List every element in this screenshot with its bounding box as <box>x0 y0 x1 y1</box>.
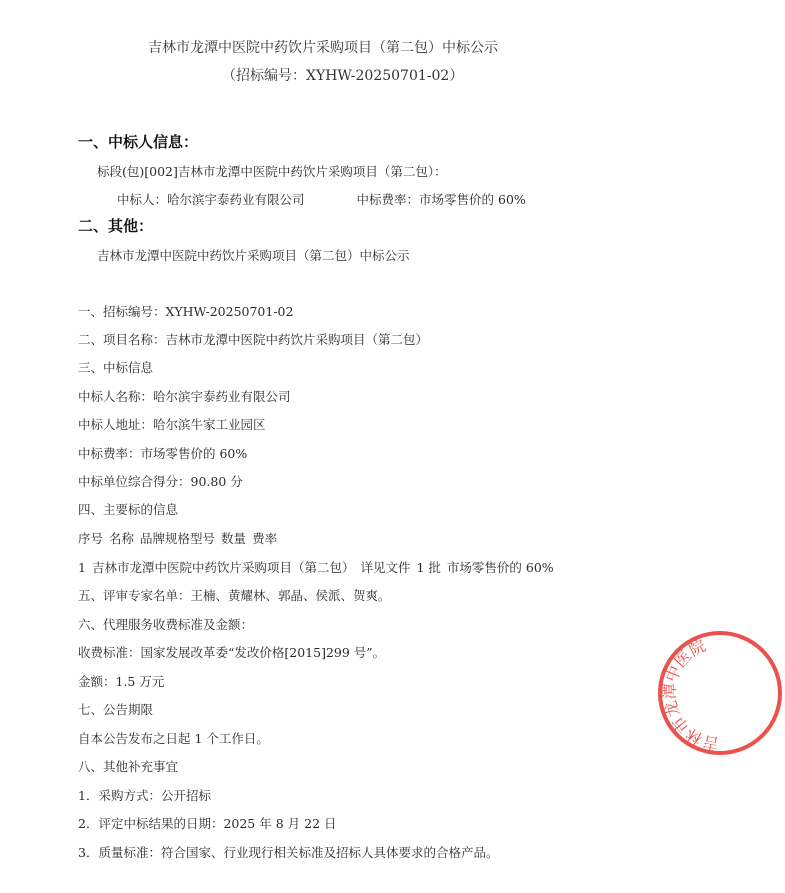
cell-no: 1 <box>78 560 86 575</box>
item-fee-standard: 收费标准：国家发展改革委“发改价格[2015]299 号”。 <box>78 645 386 660</box>
item-other-heading: 八、其他补充事宜 <box>78 759 179 774</box>
item-expert-list: 五、评审专家名单：王楠、黄耀林、郭晶、侯派、贺爽。 <box>78 588 391 603</box>
item-fee-amount: 金额：1.5 万元 <box>78 674 165 689</box>
table-row <box>78 560 554 576</box>
winner-rate-line <box>117 192 526 208</box>
lot-line: 标段(包)[002]吉林市龙潭中医院中药饮片采购项目（第二包）： <box>97 164 447 179</box>
section-heading-other: 二、其他： <box>78 217 154 235</box>
item-winning-info-heading: 三、中标信息 <box>78 360 154 375</box>
item-period-heading: 七、公告期限 <box>78 702 154 717</box>
item-quality-standard: 3．质量标准：符合国家、行业现行相关标准及招标人具体要求的合格产品。 <box>78 845 499 860</box>
item-fee-heading: 六、代理服务收费标准及金额： <box>78 617 254 632</box>
cell-name: 吉林市龙潭中医院中药饮片采购项目（第二包） <box>91 560 355 575</box>
item-tender-number: 一、招标编号：XYHW-20250701-02 <box>78 304 294 319</box>
svg-text:吉林市龙潭中医院 <box>660 636 721 754</box>
winner-label: 中标人：哈尔滨宇泰药业有限公司 <box>117 192 305 207</box>
col-spec: 品牌规格型号 <box>140 531 216 546</box>
document-title: 吉林市龙潭中医院中药饮片采购项目（第二包）中标公示 <box>148 40 498 56</box>
col-no: 序号 <box>78 531 104 546</box>
item-main-subject-heading: 四、主要标的信息 <box>78 502 179 517</box>
item-award-date: 2．评定中标结果的日期：2025 年 8 月 22 日 <box>78 816 337 831</box>
tender-number-subtitle: （招标编号：XYHW-20250701-02） <box>222 68 464 84</box>
table-header <box>78 531 277 547</box>
item-project-name: 二、项目名称：吉林市龙潭中医院中药饮片采购项目（第二包） <box>78 332 429 347</box>
cell-qty: 1 批 <box>416 560 441 575</box>
notice-title: 吉林市龙潭中医院中药饮片采购项目（第二包）中标公示 <box>97 248 410 263</box>
col-name: 名称 <box>109 531 135 546</box>
item-procurement-method: 1．采购方式：公开招标 <box>78 788 211 803</box>
item-score: 中标单位综合得分：90.80 分 <box>78 474 243 489</box>
item-winning-rate: 中标费率：市场零售价的 60% <box>78 446 248 461</box>
cell-spec: 详见文件 <box>360 560 411 575</box>
seal-text: 吉林市龙潭中医院 <box>659 635 721 754</box>
cell-rate: 市场零售价的 60% <box>446 560 554 575</box>
col-qty: 数量 <box>221 531 247 546</box>
official-seal-stamp <box>655 628 785 758</box>
col-rate: 费率 <box>252 531 278 546</box>
item-winner-address: 中标人地址：哈尔滨牛家工业园区 <box>78 417 266 432</box>
rate-label: 中标费率：市场零售价的 60% <box>356 192 526 207</box>
item-winner-name: 中标人名称：哈尔滨宇泰药业有限公司 <box>78 389 291 404</box>
item-period: 自本公告发布之日起 1 个工作日。 <box>78 731 269 746</box>
section-heading-winner-info: 一、中标人信息： <box>78 133 199 151</box>
